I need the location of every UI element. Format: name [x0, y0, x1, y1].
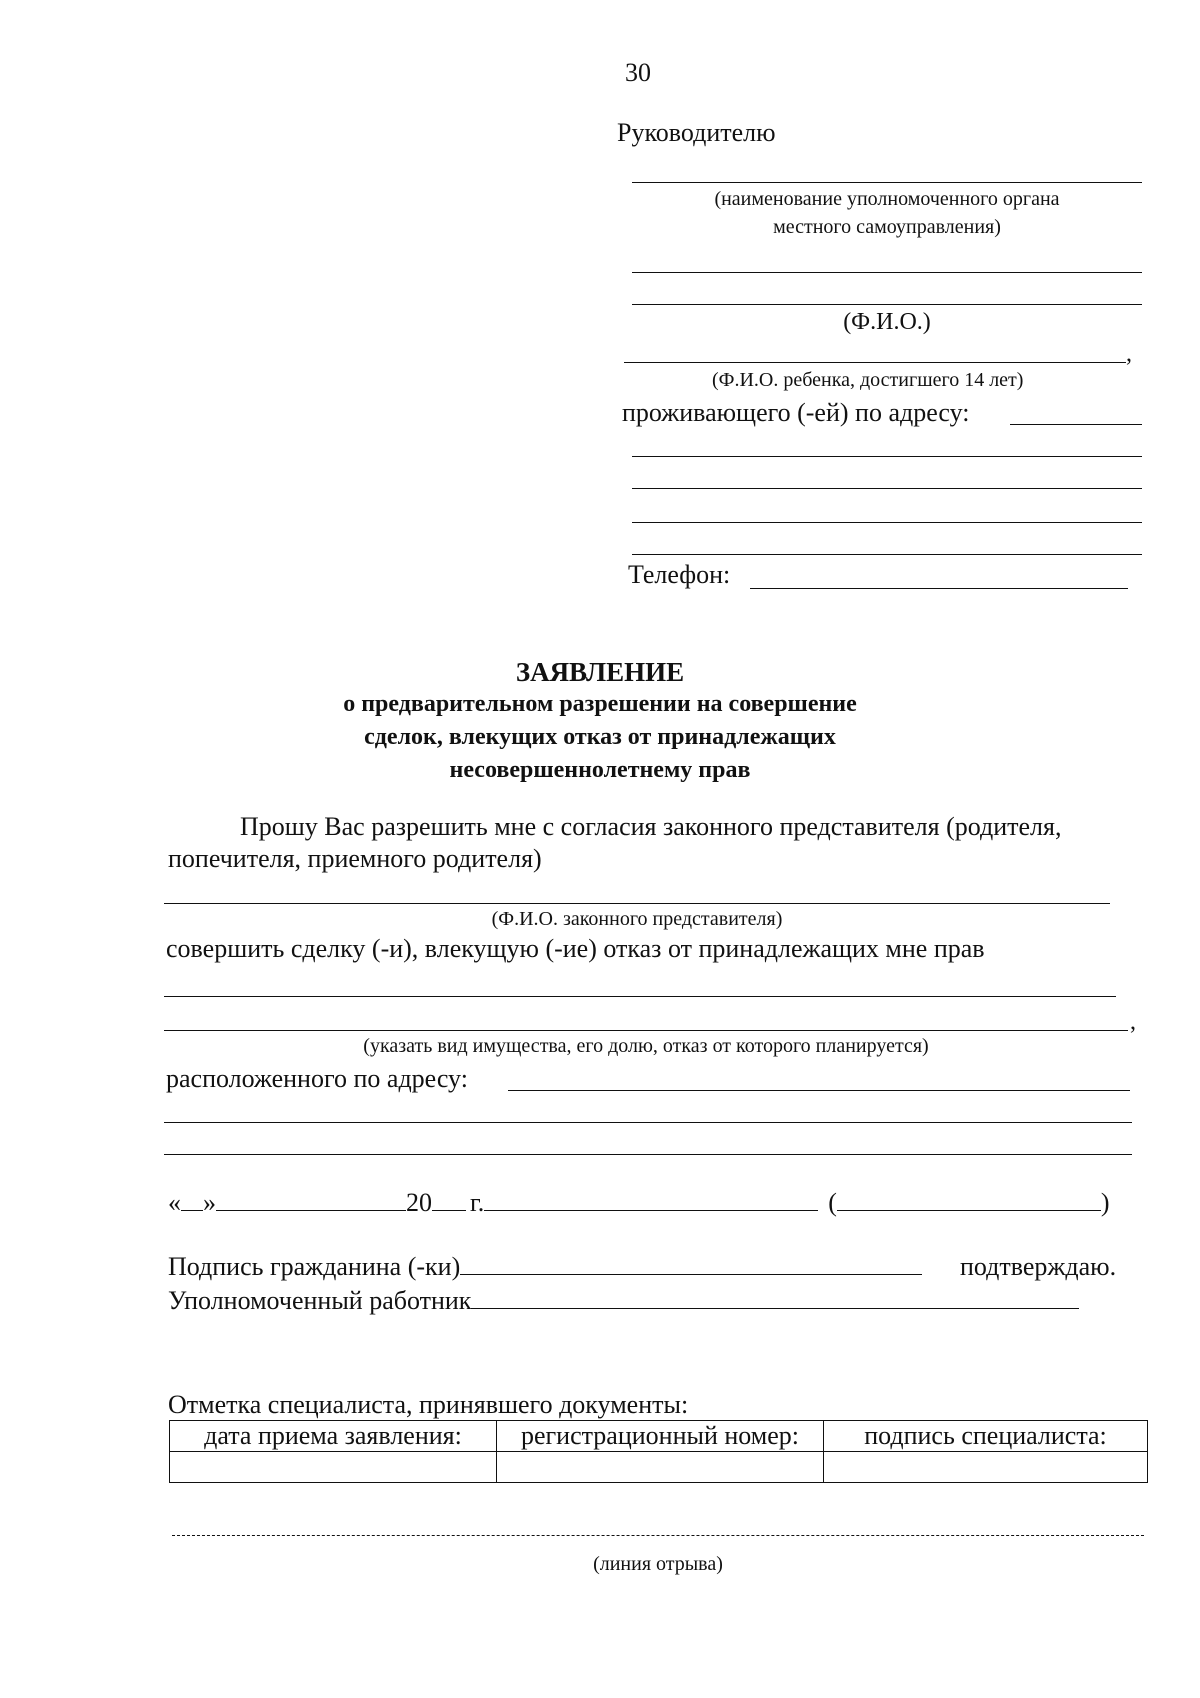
citizen-signature-label: Подпись гражданина (-ки)	[168, 1252, 461, 1281]
specialist-table-input-row	[170, 1452, 1148, 1483]
address-line-3[interactable]	[632, 522, 1142, 523]
specialist-table-header-row	[170, 1421, 1148, 1452]
located-label: расположенного по адресу:	[166, 1064, 468, 1093]
officer-signature-field[interactable]	[471, 1286, 1079, 1309]
title-line-2: сделок, влекущих отказ от принадлежащих	[364, 724, 836, 750]
request-line-1: Прошу Вас разрешить мне с согласия законного представителя (родителя,	[240, 812, 1062, 841]
child-caption: (Ф.И.О. ребенка, достигшего 14 лет)	[712, 369, 1024, 391]
org-caption-line2: местного самоуправления)	[773, 216, 1001, 238]
rep-caption: (Ф.И.О. законного представителя)	[491, 908, 783, 930]
address-line-1[interactable]	[632, 456, 1142, 457]
paren-close: )	[1100, 1188, 1110, 1217]
date-year-suffix: г.	[470, 1188, 485, 1217]
date-month-field[interactable]	[216, 1188, 406, 1211]
date-year-prefix: 20	[406, 1188, 432, 1217]
title-heading: ЗАЯВЛЕНИЕ	[515, 657, 685, 687]
address-field-inline[interactable]	[1010, 424, 1142, 425]
date-row	[168, 1188, 1110, 1218]
date-cell[interactable]	[170, 1452, 497, 1483]
tear-line-caption: (линия отрыва)	[593, 1553, 723, 1575]
date-year-field[interactable]	[432, 1188, 466, 1211]
signature-field[interactable]	[484, 1188, 818, 1211]
property-line-1[interactable]	[164, 996, 1116, 997]
org-name-field[interactable]	[632, 182, 1142, 183]
date-open-quote: «	[168, 1188, 181, 1217]
signature-cell[interactable]	[824, 1452, 1148, 1483]
citizen-signature-row	[168, 1252, 922, 1282]
property-line-2[interactable]	[164, 1030, 1128, 1031]
confirm-text: подтверждаю.	[960, 1252, 1117, 1281]
applicant-fio-field[interactable]	[632, 304, 1142, 305]
page-number: 30	[625, 58, 651, 87]
officer-signature-row	[168, 1286, 1079, 1316]
request-line-2: попечителя, приемного родителя)	[168, 844, 542, 873]
title-line-1: о предварительном разрешении на совершение	[343, 691, 857, 717]
paren-open: (	[828, 1188, 837, 1217]
deal-text: совершить сделку (-и), влекущую (-ие) отказ от принадлежащих мне прав	[166, 934, 985, 963]
address-line-4[interactable]	[632, 554, 1142, 555]
tear-line	[172, 1535, 1144, 1536]
date-close-quote: »	[203, 1188, 216, 1217]
location-line-2[interactable]	[164, 1154, 1132, 1155]
reg-number-cell[interactable]	[497, 1452, 824, 1483]
property-caption: (указать вид имущества, его долю, отказ от которого планируется)	[363, 1035, 929, 1057]
location-field-inline[interactable]	[508, 1090, 1130, 1091]
representative-fio-field[interactable]	[164, 903, 1110, 904]
org-caption	[632, 187, 1142, 239]
column-reg-number: регистрационный номер:	[497, 1421, 824, 1452]
address-label: проживающего (-ей) по адресу:	[622, 398, 970, 427]
org-caption-line1: (наименование уполномоченного органа	[714, 188, 1060, 210]
officer-signature-label: Уполномоченный работник	[168, 1286, 472, 1315]
location-line-1[interactable]	[164, 1122, 1132, 1123]
citizen-signature-field[interactable]	[460, 1252, 922, 1275]
property-comma: ,	[1130, 1009, 1136, 1035]
document-title	[0, 656, 1200, 787]
signature-decoding-field[interactable]	[837, 1188, 1101, 1211]
column-date: дата приема заявления:	[170, 1421, 497, 1452]
child-fio-field[interactable]	[624, 362, 1126, 363]
phone-field[interactable]	[750, 588, 1128, 589]
specialist-caption: Отметка специалиста, принявшего документы:	[168, 1390, 689, 1419]
applicant-line-1[interactable]	[632, 272, 1142, 273]
specialist-table	[169, 1420, 1148, 1483]
child-fio-comma: ,	[1126, 341, 1132, 367]
column-signature: подпись специалиста:	[824, 1421, 1148, 1452]
date-day-field[interactable]	[181, 1188, 203, 1211]
fio-caption: (Ф.И.О.)	[843, 309, 931, 335]
title-line-3: несовершеннолетнему прав	[449, 757, 751, 783]
phone-label: Телефон:	[628, 560, 731, 589]
recipient-label: Руководителю	[617, 118, 776, 147]
address-line-2[interactable]	[632, 488, 1142, 489]
